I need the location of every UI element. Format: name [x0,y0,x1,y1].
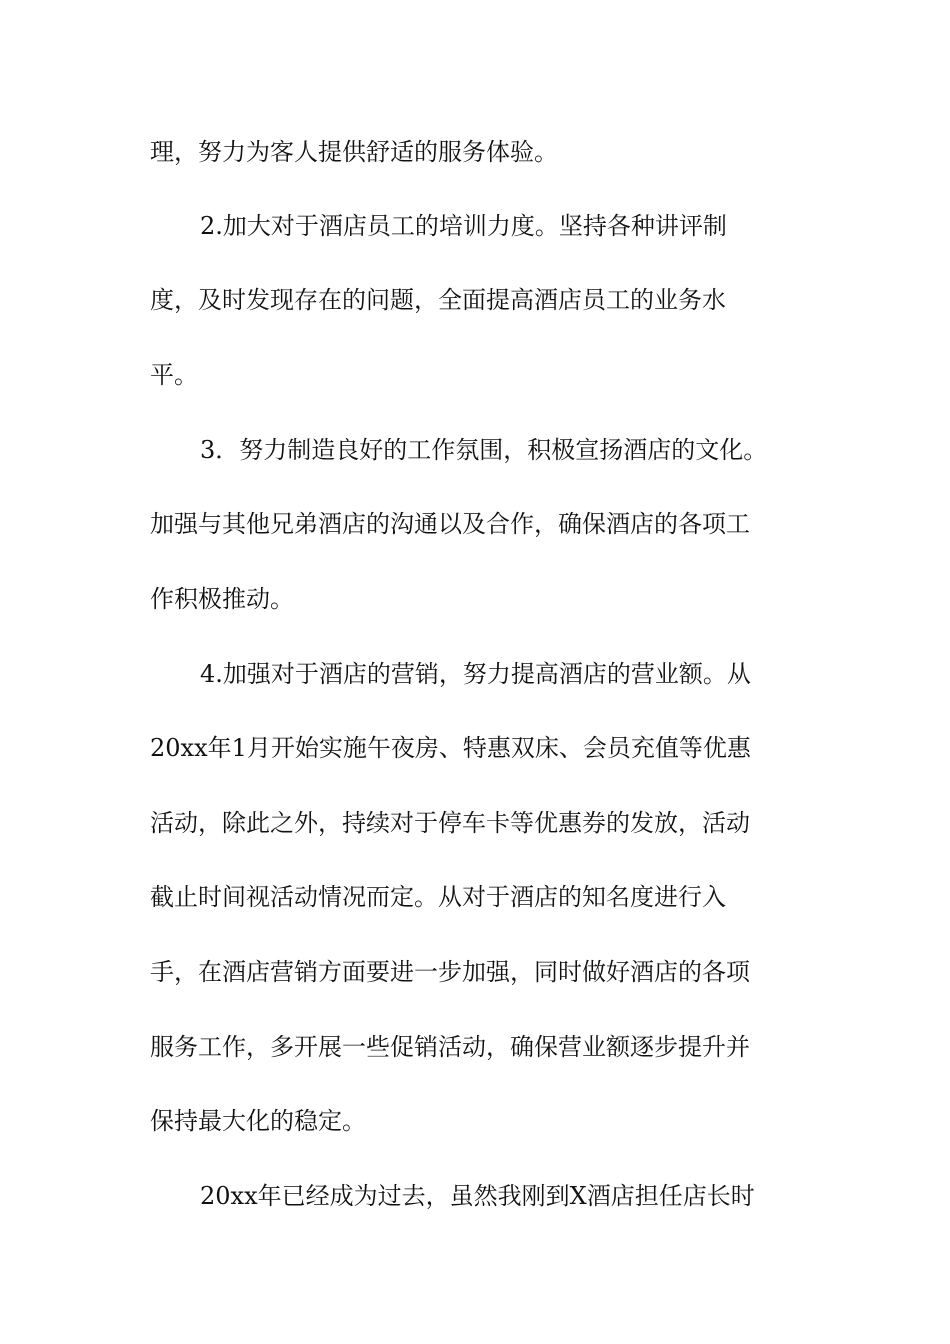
text-line: 2.加大对于酒店员工的培训力度。坚持各种讲评制 [200,212,727,240]
text-line: 作积极推动。 [150,585,294,613]
text-line: 平。 [150,361,198,389]
text-line: 活动，除此之外，持续对于停车卡等优惠券的发放，活动 [150,809,750,837]
text-line: 加强与其他兄弟酒店的沟通以及合作，确保酒店的各项工 [150,510,750,538]
text-line: 20xx年已经成为过去，虽然我刚到X酒店担任店长时 [200,1182,755,1210]
text-line: 度，及时发现存在的问题，全面提高酒店员工的业务水 [150,286,726,314]
text-line: 理，努力为客人提供舒适的服务体验。 [150,138,558,166]
text-line: 4.加强对于酒店的营销，努力提高酒店的营业额。从 [200,660,751,688]
text-line: 截止时间视活动情况而定。从对于酒店的知名度进行入 [150,883,726,911]
text-line: 手，在酒店营销方面要进一步加强，同时做好酒店的各项 [150,958,750,986]
text-line: 保持最大化的稳定。 [150,1107,366,1135]
text-line: 服务工作，多开展一些促销活动，确保营业额逐步提升并 [150,1033,750,1061]
text-line: 20xx年1月开始实施午夜房、特惠双床、会员充值等优惠 [150,734,751,762]
text-line: 3．努力制造良好的工作氛围，积极宣扬酒店的文化。 [200,436,768,464]
